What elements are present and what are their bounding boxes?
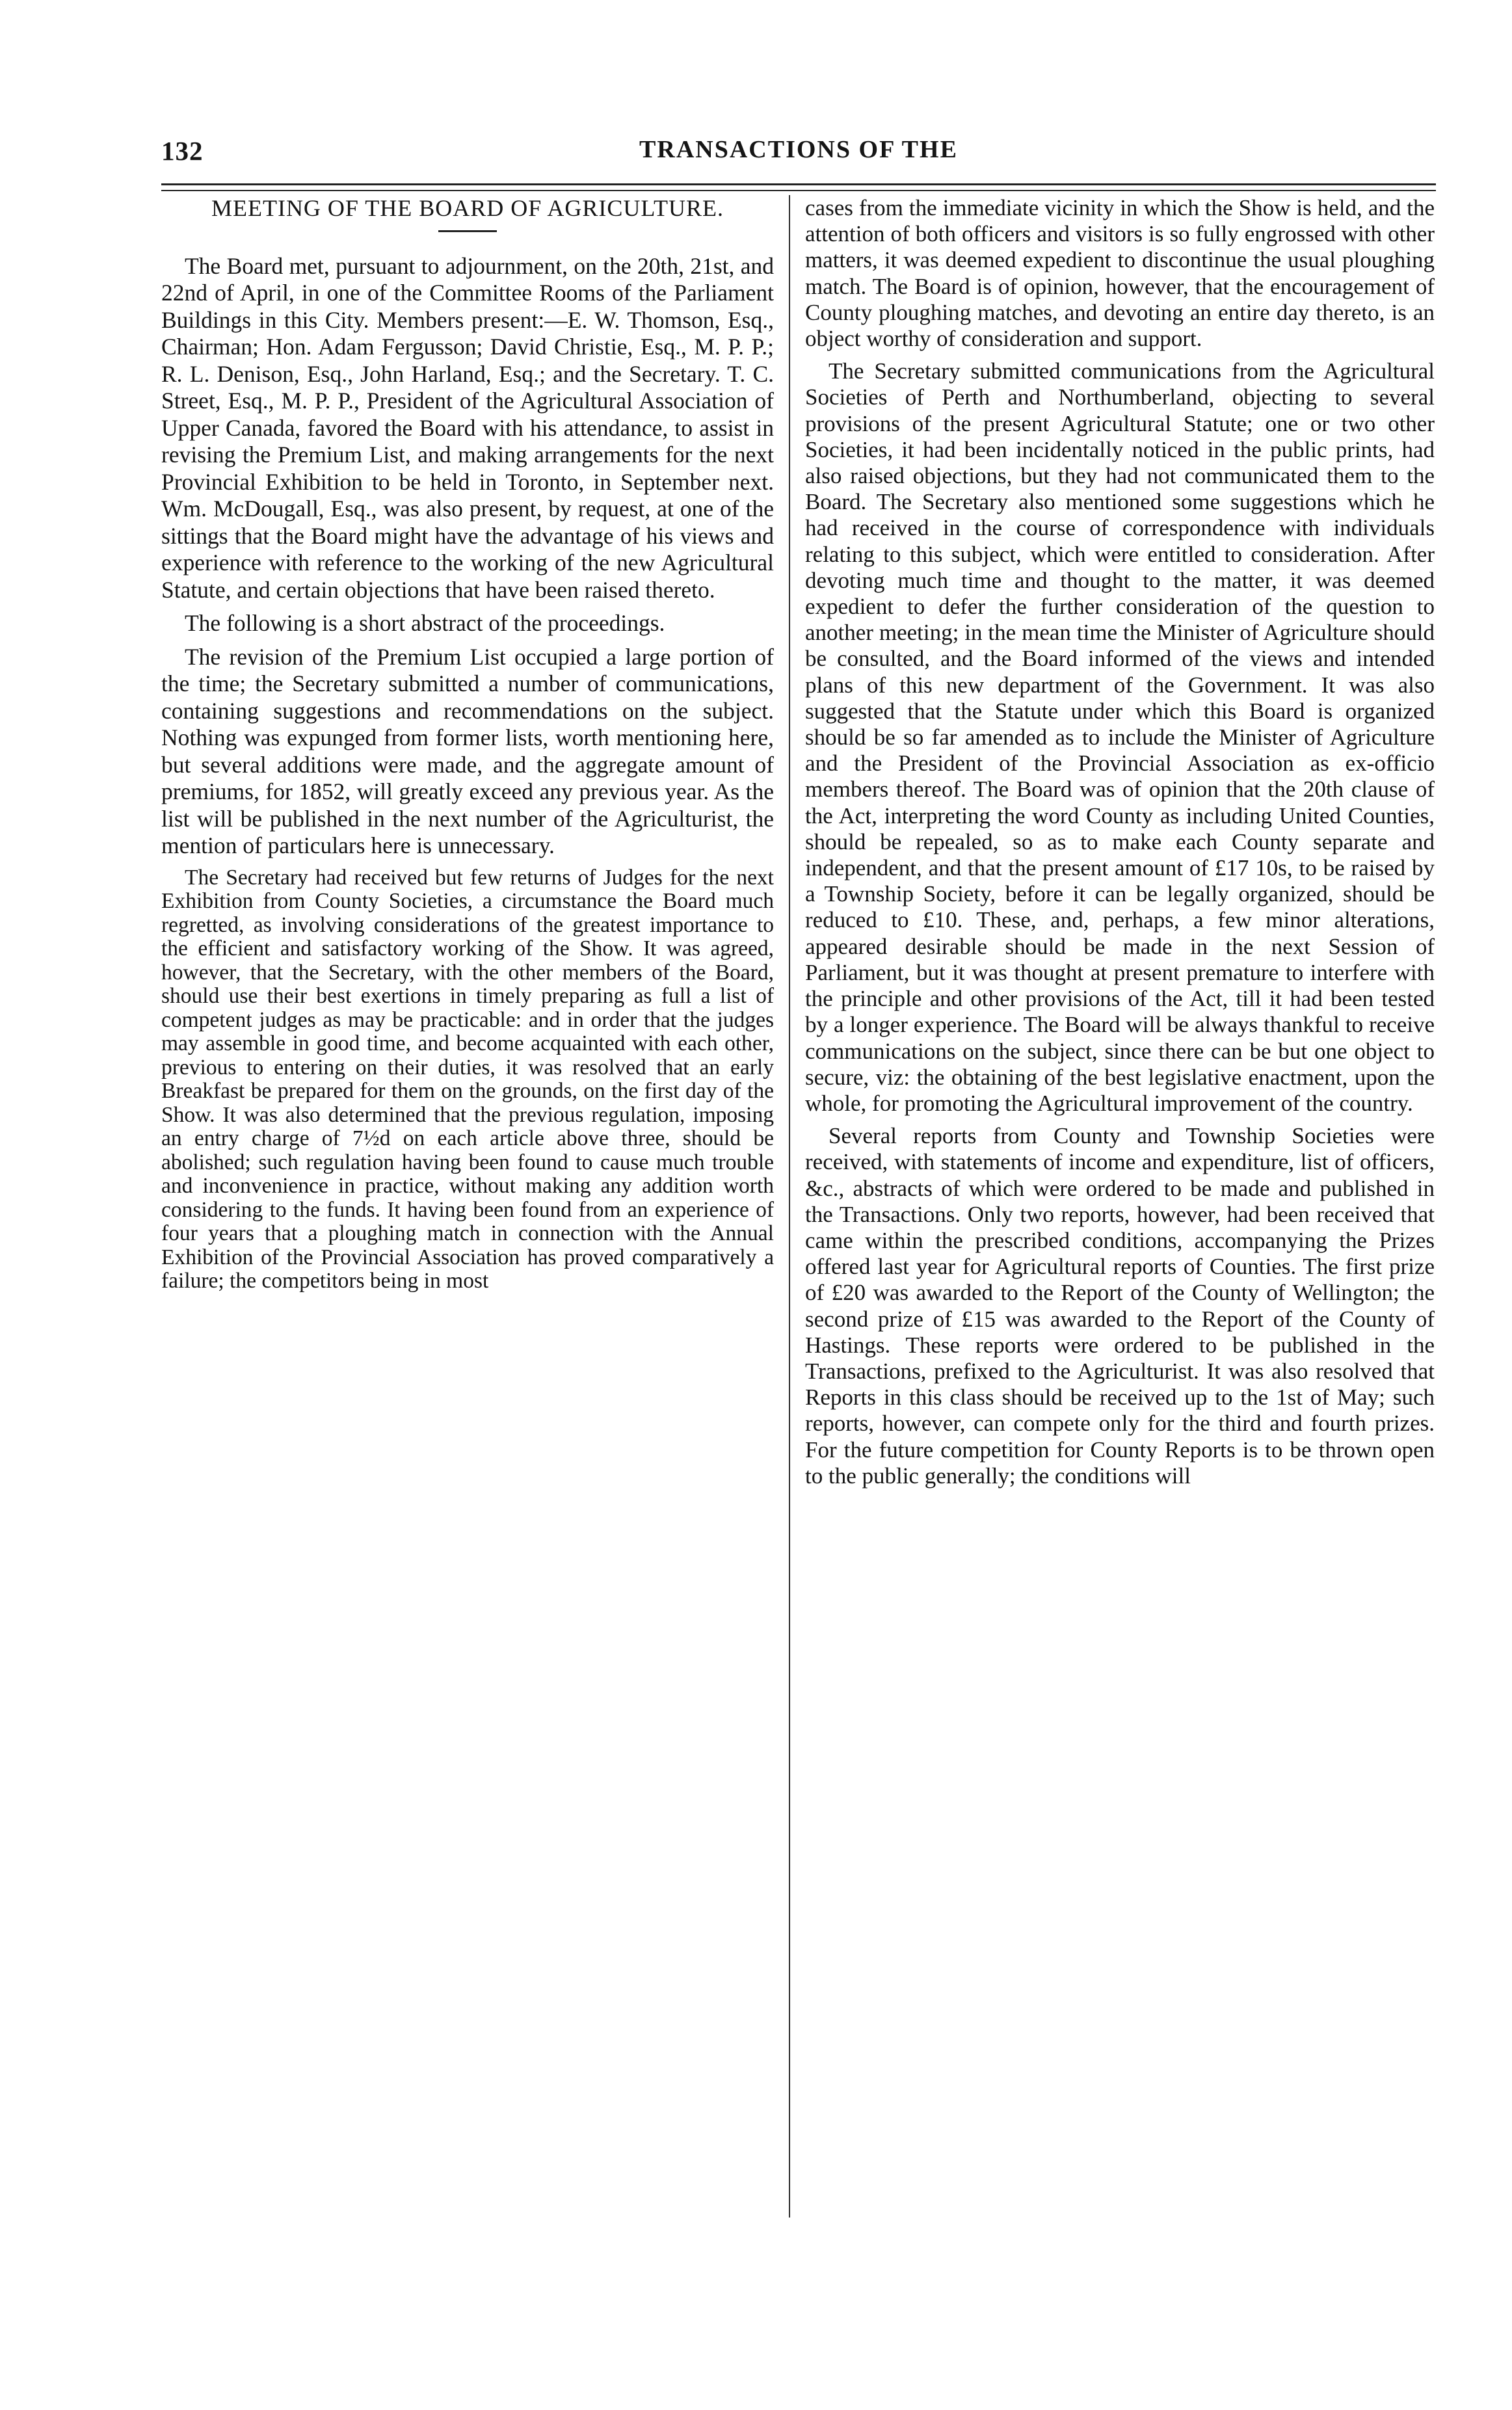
right-column bbox=[805, 195, 1435, 1489]
running-title: TRANSACTIONS OF THE bbox=[639, 136, 958, 163]
title-divider bbox=[438, 230, 497, 232]
page-number: 132 bbox=[161, 136, 204, 166]
page-header bbox=[161, 135, 1436, 174]
paragraph-premium-list: The revision of the Premium List occupied a large portion of the time; the Secretary submitted a number of communications, containing suggestions and recommendations on the subject. Nothing was expunged from former lists, worth mentioning here, but several additions were made, and the aggregate amount of premiums, for 1852, will greatly exceed any previous year. As the list will be published in the next number of the Agriculturist, the mention of particulars here is unnecessary. bbox=[161, 643, 774, 858]
paragraph-meeting-attendance: The Board met, pursuant to adjournment, on the 20th, 21st, and 22nd of April, in one of the Committee Rooms of the Parliament Buildings in this City. Members present:—E. W. Thomson, Esq., Chairman; Hon. Adam Fergusson; David Christie, Esq., M. P. P.; R. L. Denison, Esq., John Harland, Esq.; and the Secretary. T. C. Street, Esq., M. P. P., President of the Agricultural Association of Upper Canada, favored the Board with his attendance, to assist in revising the Premium List, and making arrangements for the next Provincial Exhibition to be held in Toronto, in September next. Wm. McDougall, Esq., was also present, by request, at one of the sittings that the Board might have the advantage of his views and experience with reference to the working of the new Agricultural Statute, and certain objections that have been raised thereto. bbox=[161, 252, 774, 603]
column-divider bbox=[789, 195, 790, 2218]
paragraph-statute-objections: The Secretary submitted communications from the Agricultural Societies of Perth and Northumberland, objecting to several provisions of the present Agricultural Statute; one or two other Societies, it had been incidentally noticed in the public prints, had also raised objections, but they had not communicated them to the Board. The Secretary also mentioned some suggestions which he had received in the course of correspondence with individuals relating to this subject, which were entitled to consideration. After devoting much time and thought to the matter, it was deemed expedient to defer the further consideration of the question to another meeting; in the mean time the Minister of Agriculture should be consulted, and the Board informed of the views and intended plans of this new department of the Government. It was also suggested that the Statute under which this Board is organized should be so far amended as to include the Minister of Agriculture and the President of the Provincial Association as ex-officio members thereof. The Board was of opinion that the 20th clause of the Act, interpreting the word County as including United Counties, should be repealed, so as to make each County separate and independent, and that the present amount of £17 10s, to be raised by a Township Society, before it can be legally organized, should be reduced to £10. These, and, perhaps, a few minor alterations, appeared desirable should be made in the next Session of Parliament, but it was thought at present premature to interfere with the principle and other provisions of the Act, till it had been tested by a longer experience. The Board will be always thankful to receive communications on the subject, since there can be but one object to secure, viz: the obtaining of the best legislative enactment, upon the whole, for promoting the Agricultural improvement of the country. bbox=[805, 358, 1435, 1116]
paragraph-county-reports: Several reports from County and Township Societies were received, with statements of income and expenditure, list of officers, &c., abstracts of which were ordered to be made and published in the Transactions. Only two reports, however, had been received that came within the prescribed conditions, accompanying the Prizes offered last year for Agricultural reports of Counties. The first prize of £20 was awarded to the Report of the County of Wellington; the second prize of £15 was awarded to the Report of the County of Hastings. These reports were ordered to be published in the Transactions, prefixed to the Agriculturist. It was also resolved that Reports in this class should be received up to the 1st of May; such reports, however, can compete only for the third and fourth prizes. For the future competition for County Reports is to be thrown open to the public generally; the conditions will bbox=[805, 1123, 1435, 1489]
left-column bbox=[161, 195, 774, 1293]
paragraph-ploughing-match: cases from the immediate vicinity in which the Show is held, and the attention of both officers and visitors is so fully engrossed with other matters, it was deemed expedient to discontinue the usual ploughing match. The Board is of opinion, however, that the encouragement of County ploughing matches, and devoting an entire day thereto, is an object worthy of consideration and support. bbox=[805, 195, 1435, 352]
paragraph-judges: The Secretary had received but few returns of Judges for the next Exhibition from County Societies, a circumstance the Board much regretted, as involving considerations of the greatest importance to the efficient and satisfactory working of the Show. It was agreed, however, that the Secretary, with the other members of the Board, should use their best exertions in timely preparing as full a list of competent judges as may be practicable: and in order that the judges may assemble in good time, and become acquainted with each other, previous to entering on their duties, it was resolved that an early Breakfast be prepared for them on the grounds, on the first day of the Show. It was also determined that the previous regulation, imposing an entry charge of 7½d on each article above three, should be abolished; such regulation having been found to cause much trouble and inconvenience in practice, without making any addition worth considering to the funds. It having been found from an experience of four years that a ploughing match in connection with the Annual Exhibition of the Provincial Association has proved comparatively a failure; the competitors being in most bbox=[161, 865, 774, 1293]
header-rule-thin bbox=[161, 190, 1436, 191]
header-rule-thick bbox=[161, 183, 1436, 185]
paragraph-abstract-intro: The following is a short abstract of the proceedings. bbox=[185, 610, 665, 636]
section-title: MEETING OF THE BOARD OF AGRICULTURE. bbox=[211, 195, 724, 221]
